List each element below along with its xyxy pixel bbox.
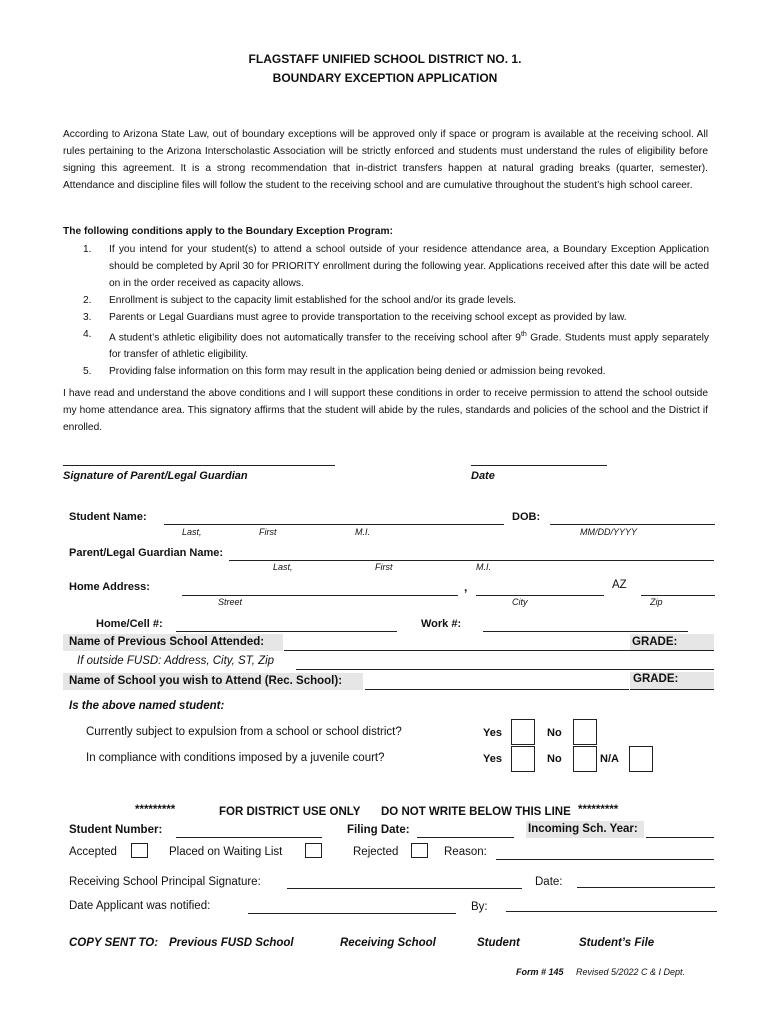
parent-name-label: Parent/Legal Guardian Name: bbox=[69, 547, 224, 559]
hint-city: City bbox=[512, 597, 528, 607]
conditions-heading: The following conditions apply to the Boundary Exception Program: bbox=[63, 226, 393, 237]
guardian-signature-label: Signature of Parent/Legal Guardian bbox=[63, 470, 248, 482]
principal-date-label: Date: bbox=[535, 876, 563, 888]
city-field[interactable] bbox=[476, 595, 604, 596]
prev-grade-label: GRADE: bbox=[632, 636, 678, 648]
by-label: By: bbox=[471, 901, 488, 913]
condition-text-a: A student’s athletic eligibility does not automatically transfer to the receiving school after 9 bbox=[109, 332, 521, 344]
attend-grade-label: GRADE: bbox=[633, 673, 679, 685]
hint-mi: M.I. bbox=[476, 562, 491, 572]
work-phone-label: Work #: bbox=[421, 618, 462, 630]
outside-fusd-field[interactable] bbox=[296, 669, 714, 670]
condition-text bbox=[109, 326, 709, 363]
no-label: No bbox=[547, 727, 562, 739]
student-number-label: Student Number: bbox=[69, 824, 163, 836]
street-field[interactable] bbox=[182, 595, 458, 596]
no-label: No bbox=[547, 753, 562, 765]
incoming-year-label: Incoming Sch. Year: bbox=[528, 823, 638, 835]
copy-student: Student bbox=[477, 937, 520, 949]
hint-last: Last, bbox=[273, 562, 293, 572]
student-name-field[interactable] bbox=[164, 524, 504, 525]
intro-paragraph: According to Arizona State Law, out of boundary exceptions will be approved only if space or program is available at the receiving school. All rules pertaining to the Arizona Interscholastic Association will be strictly enforced and students must understand the rules of eligibility before signing this agreement. It is a strong recommendation that in-district transfers happen at natural grading breaks (quarter, semester). Attendance and discipline files will follow the student to the receiving school and are cumulative throughout the student’s high school career. bbox=[63, 129, 708, 191]
superscript: th bbox=[520, 331, 527, 338]
condition-text: If you intend for your student(s) to attend a school outside of your residence attendance area, a Boundary Exception Application should be completed by April 30 for PRIORITY enrollment during the following year. Applications received after this date will be acted on in the order received as capacity allows. bbox=[109, 244, 709, 289]
yes-label: Yes bbox=[483, 753, 502, 765]
attend-school-field[interactable] bbox=[365, 689, 629, 690]
copy-receiving-school: Receiving School bbox=[340, 937, 436, 949]
by-field[interactable] bbox=[506, 911, 717, 912]
district-use-only: FOR DISTRICT USE ONLY bbox=[219, 806, 361, 818]
notified-date-field[interactable] bbox=[248, 913, 456, 914]
form-revised: Revised 5/2022 C & I Dept. bbox=[576, 967, 686, 977]
zip-field[interactable] bbox=[641, 595, 715, 596]
condition-number: 3. bbox=[83, 312, 92, 323]
parent-name-field[interactable] bbox=[229, 560, 714, 561]
home-cell-label: Home/Cell #: bbox=[96, 618, 163, 630]
reason-label: Reason: bbox=[444, 846, 487, 858]
condition-item bbox=[83, 326, 709, 363]
state-value: AZ bbox=[612, 579, 627, 591]
condition-number: 1. bbox=[83, 244, 92, 255]
rejected-label: Rejected bbox=[353, 846, 399, 858]
signature-date-line[interactable] bbox=[471, 465, 607, 466]
accepted-checkbox[interactable] bbox=[131, 843, 148, 858]
incoming-year-field[interactable] bbox=[646, 837, 714, 838]
question-expulsion: Currently subject to expulsion from a school or school district? bbox=[86, 726, 402, 738]
rejected-checkbox[interactable] bbox=[411, 843, 428, 858]
address-comma: , bbox=[464, 580, 468, 594]
work-phone-field[interactable] bbox=[483, 631, 688, 632]
waiting-list-checkbox[interactable] bbox=[305, 843, 322, 858]
student-number-field[interactable] bbox=[176, 837, 322, 838]
signature-date-label: Date bbox=[471, 470, 495, 482]
attend-school-label: Name of School you wish to Attend (Rec. School): bbox=[69, 675, 343, 687]
prev-grade-field[interactable] bbox=[630, 650, 714, 651]
principal-date-field[interactable] bbox=[577, 887, 715, 888]
copy-prev-school: Previous FUSD School bbox=[169, 937, 294, 949]
dob-label: DOB: bbox=[512, 511, 541, 523]
court-na-checkbox[interactable] bbox=[629, 746, 653, 772]
attend-grade-field[interactable] bbox=[630, 689, 714, 690]
home-cell-field[interactable] bbox=[176, 631, 397, 632]
condition-number: 4. bbox=[83, 329, 92, 340]
guardian-signature-line[interactable] bbox=[63, 465, 335, 466]
filing-date-field[interactable] bbox=[417, 837, 514, 838]
condition-item bbox=[83, 309, 709, 326]
na-label: N/A bbox=[600, 753, 619, 765]
condition-item bbox=[83, 241, 709, 292]
reason-field[interactable] bbox=[496, 859, 714, 860]
court-yes-checkbox[interactable] bbox=[511, 746, 535, 772]
do-not-write: DO NOT WRITE BELOW THIS LINE bbox=[381, 806, 571, 818]
expulsion-yes-checkbox[interactable] bbox=[511, 719, 535, 745]
condition-text: Parents or Legal Guardians must agree to provide transportation to the receiving school except as provided by law. bbox=[109, 312, 627, 323]
condition-number: 5. bbox=[83, 366, 92, 378]
principal-signature-label: Receiving School Principal Signature: bbox=[69, 876, 261, 888]
questions-heading: Is the above named student: bbox=[69, 700, 225, 712]
condition-text: Enrollment is subject to the capacity limit established for the school and/or its grade levels. bbox=[109, 295, 517, 306]
copy-student-file: Student’s File bbox=[579, 937, 655, 949]
conditions-list bbox=[83, 241, 709, 380]
form-subtitle: BOUNDARY EXCEPTION APPLICATION bbox=[272, 71, 498, 85]
accepted-label: Accepted bbox=[69, 846, 117, 858]
waiting-list-label: Placed on Waiting List bbox=[169, 846, 283, 858]
dob-field[interactable] bbox=[550, 524, 715, 525]
outside-fusd-label: If outside FUSD: Address, City, ST, Zip bbox=[77, 655, 275, 667]
stars-right: ********* bbox=[578, 804, 619, 816]
stars-left: ********* bbox=[135, 804, 176, 816]
prev-school-field[interactable] bbox=[284, 650, 630, 651]
filing-date-label: Filing Date: bbox=[347, 824, 410, 836]
form-number: Form # 145 bbox=[516, 967, 564, 977]
hint-dob: MM/DD/YYYY bbox=[580, 527, 638, 537]
hint-last: Last, bbox=[182, 527, 202, 537]
hint-zip: Zip bbox=[650, 597, 663, 607]
yes-label: Yes bbox=[483, 727, 502, 739]
question-juvenile-court: In compliance with conditions imposed by a juvenile court? bbox=[86, 752, 385, 764]
court-no-checkbox[interactable] bbox=[573, 746, 597, 772]
hint-street: Street bbox=[218, 597, 243, 607]
condition-item bbox=[83, 363, 709, 380]
condition-text: Providing false information on this form may result in the application being denied or admission being revoked. bbox=[109, 366, 606, 378]
hint-mi: M.I. bbox=[355, 527, 370, 537]
hint-first: First bbox=[259, 527, 277, 537]
agreement-paragraph: I have read and understand the above conditions and I will support these conditions in order to receive permission to attend the school outside my home attendance area. This signatory affirms that the student will abide by the rules, standards and policies of the school and the District if enrolled. bbox=[63, 388, 708, 433]
condition-item bbox=[83, 292, 709, 309]
form-title: FLAGSTAFF UNIFIED SCHOOL DISTRICT NO. 1. bbox=[248, 52, 522, 66]
notified-label: Date Applicant was notified: bbox=[69, 900, 211, 912]
home-address-label: Home Address: bbox=[69, 581, 150, 593]
condition-text-b: Grade. Students must apply separately for transfer of athletic eligibility. bbox=[109, 332, 709, 361]
condition-number: 2. bbox=[83, 295, 92, 306]
principal-signature-field[interactable] bbox=[287, 888, 522, 889]
hint-first: First bbox=[375, 562, 393, 572]
prev-school-label: Name of Previous School Attended: bbox=[69, 636, 265, 648]
student-name-label: Student Name: bbox=[69, 511, 147, 523]
copy-sent-label: COPY SENT TO: bbox=[69, 937, 159, 949]
expulsion-no-checkbox[interactable] bbox=[573, 719, 597, 745]
